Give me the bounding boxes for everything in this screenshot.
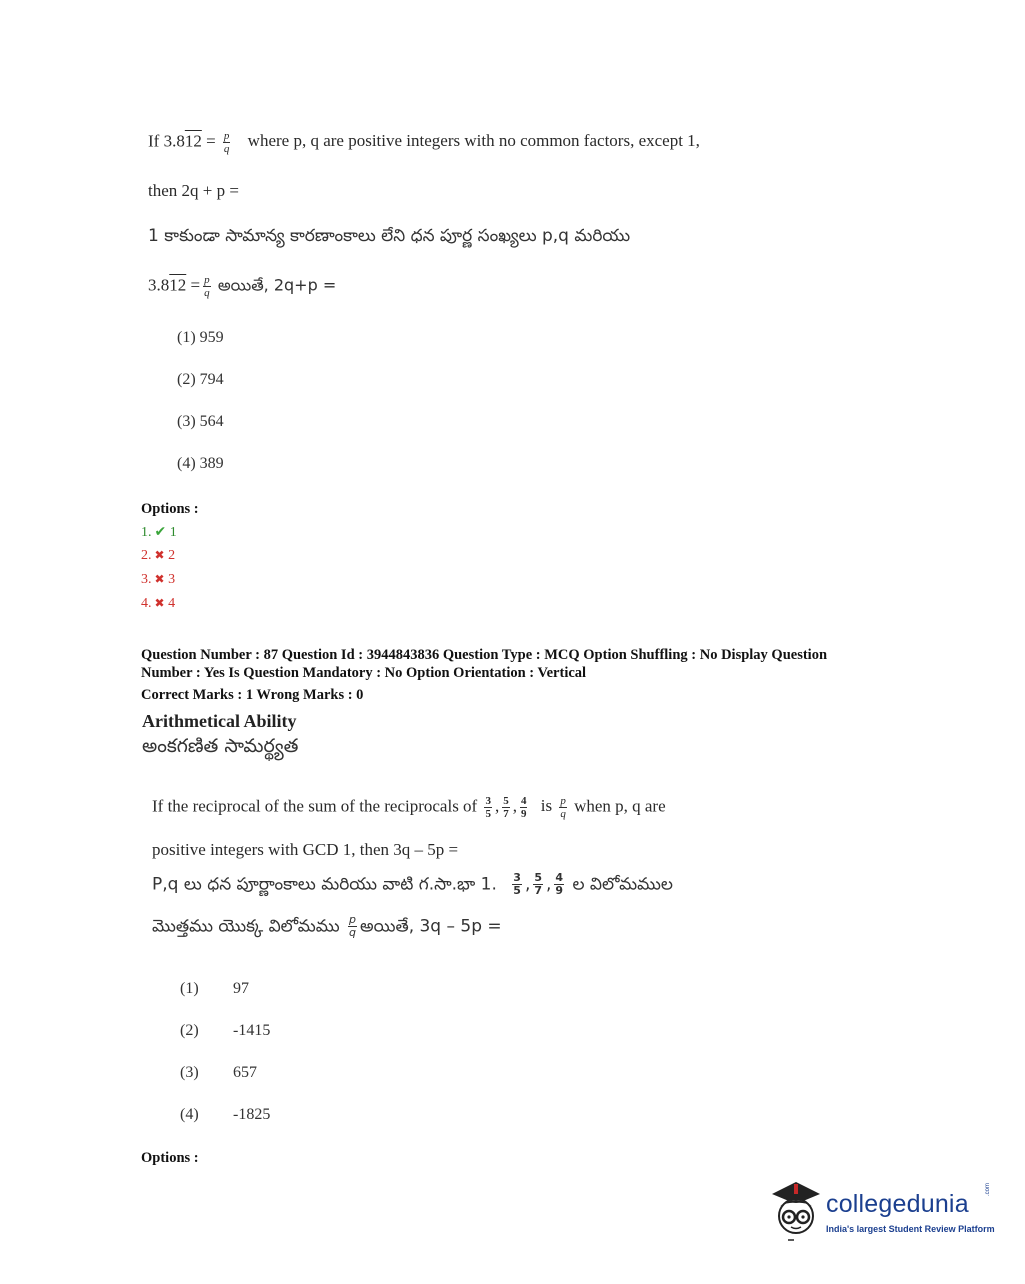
- q86-option-3: (3) 564: [177, 413, 224, 430]
- question-marks: Correct Marks : 1 Wrong Marks : 0: [141, 687, 364, 703]
- q86-option-1: (1) 959: [177, 329, 224, 346]
- fraction-p-over-q: $\frac{p}{q}$: [223, 130, 230, 155]
- q87-line1: If the reciprocal of the sum of the reciprocals of $\frac{3}{5}$ , $\frac{5}{7}$ , $\frac{4}{9}$ is $\frac{p}{q}$ when p, q are: [152, 795, 666, 820]
- q87-option-1: (1) 97: [180, 980, 249, 997]
- q86-telugu-line1: 1 కాకుండా సామాన్య కారణాంకాలు లేని ధన పూర్ణ సంఖ్యలు p,q మరియు: [148, 226, 631, 246]
- answer-option-4: 4. ✖ 4: [141, 596, 176, 611]
- section-title-telugu: అంకగణిత సామర్థ్యత: [142, 735, 299, 757]
- cross-icon: ✖: [154, 572, 165, 586]
- answer-option-3: 3. ✖ 3: [141, 572, 176, 587]
- check-icon: ✔: [154, 524, 167, 540]
- answer-option-1: 1. ✔ 1: [141, 524, 177, 540]
- q86-option-4: (4) 389: [177, 455, 224, 472]
- logo-tagline: India's largest Student Review Platform: [826, 1224, 995, 1234]
- q86-option-2: (2) 794: [177, 371, 224, 388]
- q87-option-3: (3) 657: [180, 1064, 257, 1081]
- q86-telugu-line2: 3.812 = $\frac{p}{q}$ అయితే, 2q+p =: [148, 274, 337, 299]
- q86-line2: then 2q + p =: [148, 181, 239, 200]
- q87-line2: positive integers with GCD 1, then 3q – 5p =: [152, 840, 459, 859]
- q87-option-4: (4) -1825: [180, 1106, 271, 1123]
- question-meta-line1: Question Number : 87 Question Id : 3944843836 Question Type : MCQ Option Shuffling : No Display Question: [141, 647, 828, 663]
- cross-icon: ✖: [154, 548, 165, 562]
- logo-suffix: .com: [985, 1182, 991, 1196]
- question-meta-line2: Number : Yes Is Question Mandatory : No Option Orientation : Vertical: [141, 665, 587, 681]
- q86-line1: If 3.812 = $\frac{p}{q}$ where p, q are positive integers with no common factors, except 1,: [148, 130, 700, 155]
- q87-options-label: Options :: [141, 1150, 199, 1166]
- logo-wordmark: collegedunia: [826, 1190, 969, 1218]
- section-title: Arithmetical Ability: [142, 711, 297, 731]
- mascot-icon: [766, 1176, 824, 1242]
- q87-option-2: (2) -1415: [180, 1022, 271, 1039]
- q87-telugu-line2: మొత్తము యొక్క విలోమము $\frac{p}{q}$ అయితే, 3q – 5p =: [152, 913, 502, 939]
- options-label: Options :: [141, 501, 199, 517]
- collegedunia-logo[interactable]: [766, 1176, 996, 1246]
- q87-telugu-line1: P,q లు ధన పూర్ణాంకాలు మరియు వాటి గ.సా.భా 1. $\frac{3}{5}$ , $\frac{5}{7}$ , $\frac{4}{9}$ ల విలోమముల: [152, 871, 673, 897]
- answer-option-2: 2. ✖ 2: [141, 548, 176, 563]
- cross-icon: ✖: [154, 596, 165, 610]
